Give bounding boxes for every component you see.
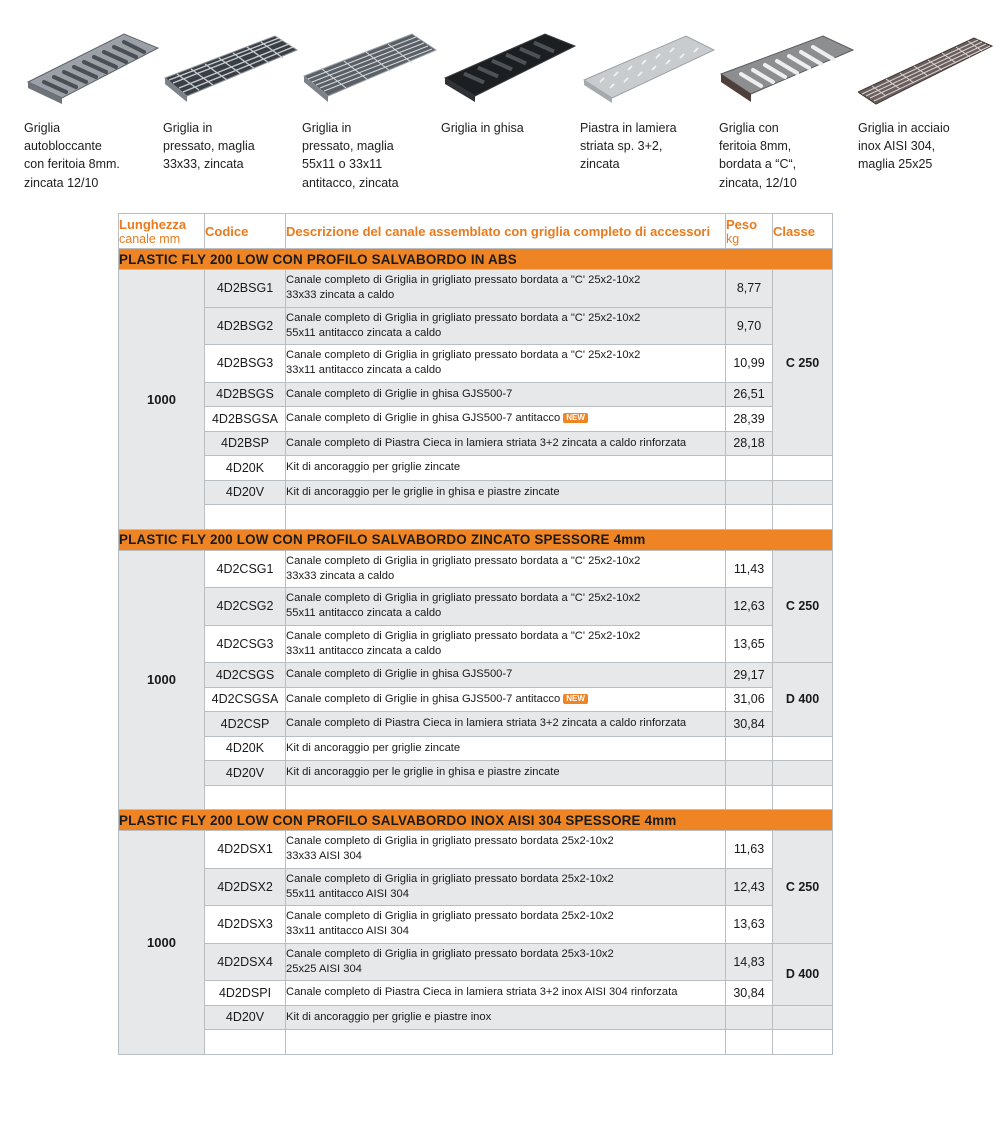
class-cell-empty (773, 480, 833, 505)
table-row (119, 456, 833, 481)
description-cell: Canale completo di Griglia in grigliato pressato bordata 25x2-10x2 33x11 antitacco AISI 304 (286, 906, 726, 944)
checker-plate-image (580, 30, 716, 108)
description-cell (286, 407, 726, 432)
gallery-caption: Griglia autobloccante con feritoia 8mm. zincata 12/10 (24, 121, 120, 190)
weight-cell: 28,18 (726, 431, 773, 456)
section-title-row (119, 529, 833, 550)
header-lunghezza-unit: canale mm (119, 231, 181, 246)
table-row (119, 736, 833, 761)
code-cell: 4D2CSP (205, 712, 286, 737)
class-cell-empty (773, 456, 833, 481)
code-cell: 4D2CSG3 (205, 625, 286, 663)
table-row-empty (119, 785, 833, 810)
c-edge-slotted-grate-image (719, 30, 855, 108)
description-cell: Canale completo di Griglia in grigliato pressato bordata a "C' 25x2-10x2 33x11 antitacco zincata a caldo (286, 625, 726, 663)
table-row (119, 550, 833, 588)
section-title: PLASTIC FLY 200 LOW CON PROFILO SALVABORDO INOX AISI 304 SPESSORE 4mm (119, 810, 833, 831)
mesh-grate-33x33-image (163, 30, 299, 108)
weight-cell: 10,99 (726, 345, 773, 383)
description-cell: Kit di ancoraggio per griglie e piastre inox (286, 1005, 726, 1030)
weight-cell (726, 761, 773, 786)
code-cell: 4D2CSGS (205, 663, 286, 688)
description-cell: Kit di ancoraggio per griglie zincate (286, 456, 726, 481)
table-row (119, 906, 833, 944)
table-row (119, 270, 833, 308)
weight-cell: 14,83 (726, 943, 773, 981)
weight-cell: 11,43 (726, 550, 773, 588)
section-title: PLASTIC FLY 200 LOW CON PROFILO SALVABORDO IN ABS (119, 249, 833, 270)
product-gallery (0, 0, 1001, 200)
length-cell: 1000 (119, 550, 205, 810)
weight-cell: 29,17 (726, 663, 773, 688)
product-table (118, 213, 833, 1055)
gallery-item-checker-plate (580, 30, 720, 172)
code-cell: 4D2CSG1 (205, 550, 286, 588)
class-cell: C 250 (773, 831, 833, 944)
header-codice: Codice (205, 214, 286, 249)
weight-cell: 28,39 (726, 407, 773, 432)
weight-cell: 11,63 (726, 831, 773, 869)
gallery-caption: Griglia in pressato, maglia 33x33, zincata (163, 121, 255, 172)
gallery-caption: Griglia in pressato, maglia 55x11 o 33x11 antitacco, zincata (302, 121, 399, 190)
class-cell: D 400 (773, 943, 833, 1005)
table-row (119, 431, 833, 456)
table-row (119, 943, 833, 981)
weight-cell: 12,63 (726, 588, 773, 626)
section-title-row (119, 249, 833, 270)
header-peso (726, 214, 773, 249)
description-cell: Kit di ancoraggio per le griglie in ghisa e piastre zincate (286, 480, 726, 505)
section-title: PLASTIC FLY 200 LOW CON PROFILO SALVABORDO ZINCATO SPESSORE 4mm (119, 529, 833, 550)
cast-iron-grate-image (441, 30, 577, 108)
weight-cell (726, 736, 773, 761)
gallery-item-stainless-mesh (858, 30, 998, 172)
table-row (119, 345, 833, 383)
weight-cell: 30,84 (726, 981, 773, 1006)
table-row (119, 831, 833, 869)
header-lunghezza-label: Lunghezza (119, 216, 187, 232)
table-header-row (119, 214, 833, 249)
header-peso-label: Peso (726, 216, 758, 232)
table-row-empty (119, 1030, 833, 1055)
length-cell: 1000 (119, 270, 205, 530)
description-cell: Canale completo di Griglie in ghisa GJS500-7 (286, 663, 726, 688)
description-cell: Canale completo di Griglia in grigliato pressato bordata 25x2-10x2 55x11 antitacco AISI 304 (286, 868, 726, 906)
code-cell: 4D2CSGSA (205, 687, 286, 712)
weight-cell: 12,43 (726, 868, 773, 906)
header-descrizione: Descrizione del canale assemblato con griglia completo di accessori (286, 214, 726, 249)
stainless-mesh-grate-image (858, 30, 994, 108)
class-cell: C 250 (773, 270, 833, 456)
code-cell: 4D2BSG1 (205, 270, 286, 308)
weight-cell: 13,63 (726, 906, 773, 944)
class-cell-empty (773, 1005, 833, 1030)
code-cell: 4D20V (205, 761, 286, 786)
weight-cell (726, 1005, 773, 1030)
table-row (119, 588, 833, 626)
class-cell: C 250 (773, 550, 833, 663)
code-cell: 4D2BSP (205, 431, 286, 456)
mesh-grate-55x11-image (302, 30, 438, 108)
description-cell (286, 687, 726, 712)
class-cell-empty (773, 761, 833, 786)
table-row (119, 868, 833, 906)
weight-cell: 13,65 (726, 625, 773, 663)
gallery-caption: Griglia in acciaio inox AISI 304, maglia 25x25 (858, 121, 950, 172)
description-cell: Kit di ancoraggio per griglie zincate (286, 736, 726, 761)
table-row-empty (119, 505, 833, 530)
code-cell: 4D20V (205, 480, 286, 505)
table-row (119, 382, 833, 407)
section-title-row (119, 810, 833, 831)
gallery-item-slotted-grate (24, 30, 164, 190)
class-cell: D 400 (773, 663, 833, 737)
gallery-item-cast-iron (441, 30, 581, 135)
table-row (119, 761, 833, 786)
weight-cell: 26,51 (726, 382, 773, 407)
description-cell: Canale completo di Piastra Cieca in lamiera striata 3+2 zincata a caldo rinforzata (286, 712, 726, 737)
gallery-caption: Griglia in ghisa (441, 121, 524, 135)
table-row (119, 687, 833, 712)
description-cell: Canale completo di Griglie in ghisa GJS500-7 (286, 382, 726, 407)
table-row (119, 981, 833, 1006)
code-cell: 4D20K (205, 736, 286, 761)
description-cell: Canale completo di Griglia in grigliato pressato bordata a "C' 25x2-10x2 33x33 zincata a caldo (286, 550, 726, 588)
gallery-item-mesh-55 (302, 30, 442, 190)
weight-cell (726, 456, 773, 481)
table-row (119, 663, 833, 688)
table-row (119, 407, 833, 432)
header-peso-unit: kg (726, 231, 740, 246)
description-cell: Canale completo di Piastra Cieca in lamiera striata 3+2 inox AISI 304 rinforzata (286, 981, 726, 1006)
length-cell: 1000 (119, 831, 205, 1055)
description-cell: Canale completo di Griglia in grigliato pressato bordata a "C' 25x2-10x2 33x33 zincata a caldo (286, 270, 726, 308)
code-cell: 4D2DSX4 (205, 943, 286, 981)
slotted-galvanized-grate-image (24, 30, 160, 108)
code-cell: 4D2BSGSA (205, 407, 286, 432)
gallery-item-mesh-33 (163, 30, 303, 172)
header-lunghezza (119, 214, 205, 249)
table-row (119, 625, 833, 663)
description-cell: Canale completo di Griglia in grigliato pressato bordata 25x2-10x2 33x33 AISI 304 (286, 831, 726, 869)
gallery-item-c-edge-grate (719, 30, 859, 190)
description-cell: Canale completo di Griglia in grigliato pressato bordata a "C' 25x2-10x2 55x11 antitacco zincata a caldo (286, 588, 726, 626)
code-cell: 4D20K (205, 456, 286, 481)
description-cell: Canale completo di Griglia in grigliato pressato bordata a "C' 25x2-10x2 55x11 antitacco zincata a caldo (286, 307, 726, 345)
table-row (119, 1005, 833, 1030)
table-row (119, 712, 833, 737)
code-cell: 4D2BSGS (205, 382, 286, 407)
code-cell: 4D2BSG3 (205, 345, 286, 383)
weight-cell: 31,06 (726, 687, 773, 712)
header-classe: Classe (773, 214, 833, 249)
gallery-caption: Griglia con feritoia 8mm, bordata a “C“, zincata, 12/10 (719, 121, 797, 190)
weight-cell: 9,70 (726, 307, 773, 345)
table-row (119, 480, 833, 505)
new-badge: NEW (563, 694, 588, 704)
code-cell: 4D20V (205, 1005, 286, 1030)
code-cell: 4D2DSX1 (205, 831, 286, 869)
code-cell: 4D2BSG2 (205, 307, 286, 345)
code-cell: 4D2DSX3 (205, 906, 286, 944)
class-cell-empty (773, 736, 833, 761)
description-text: Canale completo di Griglie in ghisa GJS500-7 antitacco (286, 412, 561, 425)
weight-cell: 8,77 (726, 270, 773, 308)
description-cell: Kit di ancoraggio per le griglie in ghisa e piastre zincate (286, 761, 726, 786)
gallery-caption: Piastra in lamiera striata sp. 3+2, zincata (580, 121, 677, 172)
description-cell: Canale completo di Griglia in grigliato pressato bordata 25x3-10x2 25x25 AISI 304 (286, 943, 726, 981)
description-cell: Canale completo di Piastra Cieca in lamiera striata 3+2 zincata a caldo rinforzata (286, 431, 726, 456)
description-cell: Canale completo di Griglia in grigliato pressato bordata a "C' 25x2-10x2 33x11 antitacco zincata a caldo (286, 345, 726, 383)
weight-cell: 30,84 (726, 712, 773, 737)
table-row (119, 307, 833, 345)
description-text: Canale completo di Griglie in ghisa GJS500-7 antitacco (286, 692, 561, 705)
new-badge: NEW (563, 413, 588, 423)
weight-cell (726, 480, 773, 505)
code-cell: 4D2DSPI (205, 981, 286, 1006)
code-cell: 4D2DSX2 (205, 868, 286, 906)
code-cell: 4D2CSG2 (205, 588, 286, 626)
